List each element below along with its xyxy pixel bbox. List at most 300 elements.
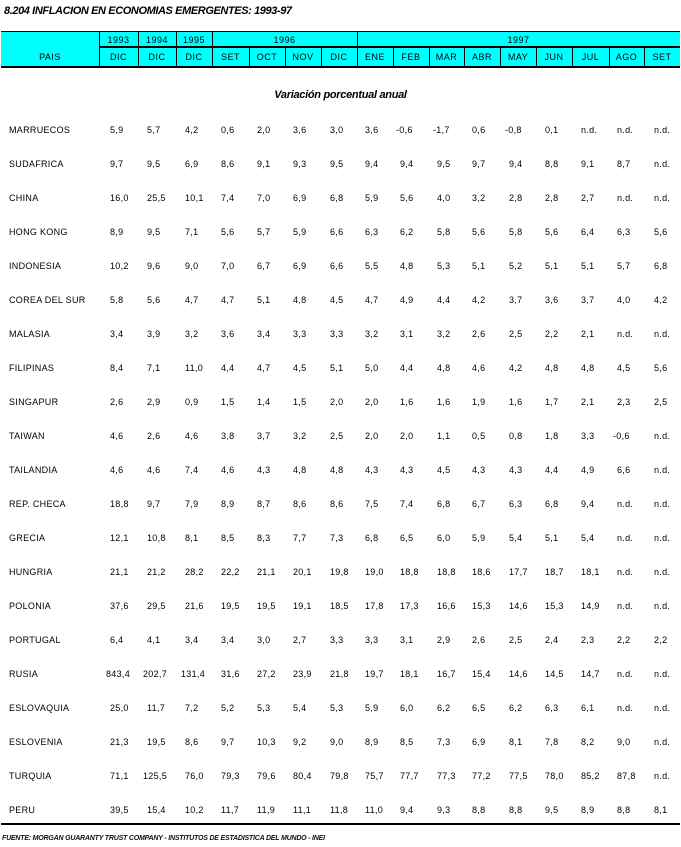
- table-cell: 11,8: [330, 805, 349, 815]
- table-cell: 18,1: [400, 669, 419, 679]
- table-cell: 3,3: [330, 329, 344, 339]
- table-cell: 19,5: [147, 737, 166, 747]
- table-cell: 4,4: [400, 363, 414, 373]
- table-cell: 1,6: [509, 397, 523, 407]
- table-row: [0, 499, 681, 513]
- table-cell: 2,2: [545, 329, 559, 339]
- table-cell: 18,6: [472, 567, 491, 577]
- table-cell: 77,7: [400, 771, 419, 781]
- table-cell: 7,4: [185, 465, 199, 475]
- table-cell: 2,0: [400, 431, 414, 441]
- table-cell: 1,5: [221, 397, 235, 407]
- table-cell: 4,8: [293, 465, 307, 475]
- table-cell: 11,7: [147, 703, 166, 713]
- header-divider: [249, 46, 250, 66]
- table-cell: 19,5: [257, 601, 276, 611]
- table-cell: 9,5: [147, 227, 161, 237]
- header-year: 1994: [145, 35, 169, 45]
- table-cell: 7,5: [365, 499, 379, 509]
- table-cell: 4,4: [221, 363, 235, 373]
- table-cell: 4,9: [400, 295, 414, 305]
- table-cell: 4,3: [257, 465, 271, 475]
- country-name: TAIWAN: [9, 431, 45, 441]
- table-cell: 1,1: [437, 431, 451, 441]
- table-cell: 6,4: [581, 227, 595, 237]
- table-row: [0, 261, 681, 275]
- header-month: JUL: [581, 52, 600, 62]
- table-cell: 11,0: [365, 805, 384, 815]
- table-cell: 6,9: [472, 737, 486, 747]
- table-cell: 6,6: [330, 261, 344, 271]
- table-cell: 4,5: [330, 295, 344, 305]
- table-cell: 9,4: [400, 805, 414, 815]
- table-cell: 10,1: [185, 193, 204, 203]
- table-cell: 16,6: [437, 601, 456, 611]
- table-cell: 37,6: [110, 601, 129, 611]
- country-name: HONG KONG: [9, 227, 68, 237]
- table-cell: 4,5: [617, 363, 631, 373]
- table-row: [0, 227, 681, 241]
- table-cell: 2,3: [581, 635, 595, 645]
- table-cell: 4,9: [581, 465, 595, 475]
- table-cell: n.d.: [617, 499, 634, 509]
- header-month: SET: [652, 52, 672, 62]
- header-separator: [99, 46, 680, 48]
- country-name: SUDAFRICA: [9, 159, 64, 169]
- table-cell: n.d.: [654, 567, 671, 577]
- table-row: [0, 431, 681, 445]
- table-cell: 9,0: [330, 737, 344, 747]
- table-cell: 8,7: [257, 499, 271, 509]
- table-cell: 7,2: [185, 703, 199, 713]
- country-name: HUNGRIA: [9, 567, 53, 577]
- table-cell: 25,0: [110, 703, 129, 713]
- header-divider: [572, 46, 573, 66]
- table-cell: 5,1: [545, 261, 559, 271]
- table-cell: 131,4: [181, 669, 206, 679]
- table-cell: 0,5: [472, 431, 486, 441]
- table-row: [0, 703, 681, 717]
- table-cell: 2,3: [617, 397, 631, 407]
- table-cell: 10,3: [257, 737, 276, 747]
- table-cell: 4,2: [654, 295, 668, 305]
- table-cell: n.d.: [654, 601, 671, 611]
- table-cell: n.d.: [581, 125, 598, 135]
- table-cell: 3,3: [581, 431, 595, 441]
- table-cell: 19,0: [365, 567, 384, 577]
- header-year: 1996: [273, 35, 296, 45]
- table-cell: 8,3: [257, 533, 271, 543]
- table-cell: 21,8: [330, 669, 349, 679]
- table-cell: 14,6: [509, 601, 528, 611]
- table-cell: 9,0: [185, 261, 199, 271]
- table-cell: 5,8: [509, 227, 523, 237]
- header-month: ENE: [364, 52, 385, 62]
- header-month: SET: [220, 52, 240, 62]
- table-row: [0, 567, 681, 581]
- table-cell: 3,2: [472, 193, 486, 203]
- table-cell: 3,2: [365, 329, 379, 339]
- table-cell: 5,2: [221, 703, 235, 713]
- table-cell: 0,9: [185, 397, 199, 407]
- table-cell: n.d.: [654, 669, 671, 679]
- table-cell: 17,3: [400, 601, 419, 611]
- table-cell: 2,0: [257, 125, 271, 135]
- table-cell: 7,7: [293, 533, 307, 543]
- country-name: MALASIA: [9, 329, 51, 339]
- table-cell: 2,6: [110, 397, 124, 407]
- table-cell: 7,4: [400, 499, 414, 509]
- table-cell: 19,7: [365, 669, 384, 679]
- table-cell: 0,6: [472, 125, 486, 135]
- table-cell: 21,6: [185, 601, 204, 611]
- table-cell: 75,7: [365, 771, 384, 781]
- table-row: [0, 669, 681, 683]
- table-cell: 8,5: [221, 533, 235, 543]
- header-divider: [321, 46, 322, 66]
- table-cell: 8,8: [545, 159, 559, 169]
- header-month: NOV: [292, 52, 314, 62]
- header-divider: [644, 46, 645, 66]
- table-cell: 11,7: [221, 805, 240, 815]
- country-name: REP. CHECA: [9, 499, 66, 509]
- table-cell: 3,4: [221, 635, 235, 645]
- table-cell: 6,9: [293, 261, 307, 271]
- table-cell: -1,7: [433, 125, 450, 135]
- table-cell: 6,9: [293, 193, 307, 203]
- table-cell: 8,6: [293, 499, 307, 509]
- table-cell: n.d.: [654, 431, 671, 441]
- table-cell: 2,6: [472, 329, 486, 339]
- table-row: [0, 125, 681, 139]
- table-cell: 4,3: [509, 465, 523, 475]
- table-cell: 8,1: [509, 737, 523, 747]
- table-cell: 0,1: [545, 125, 559, 135]
- table-cell: 21,1: [257, 567, 276, 577]
- table-cell: 1,8: [545, 431, 559, 441]
- table-cell: n.d.: [617, 533, 634, 543]
- table-cell: 0,6: [221, 125, 235, 135]
- table-cell: 7,1: [147, 363, 161, 373]
- table-cell: 1,6: [400, 397, 414, 407]
- table-row: [0, 363, 681, 377]
- table-cell: 4,3: [400, 465, 414, 475]
- header-divider: [609, 46, 610, 66]
- table-cell: n.d.: [654, 533, 671, 543]
- table-cell: n.d.: [654, 703, 671, 713]
- table-cell: n.d.: [617, 703, 634, 713]
- table-cell: 77,5: [509, 771, 528, 781]
- table-cell: 79,6: [257, 771, 276, 781]
- table-cell: n.d.: [654, 329, 671, 339]
- table-cell: 3,4: [110, 329, 124, 339]
- table-cell: 7,3: [437, 737, 451, 747]
- country-name: GRECIA: [9, 533, 46, 543]
- table-cell: 6,8: [545, 499, 559, 509]
- header-year: 1997: [507, 35, 530, 45]
- table-cell: 4,6: [110, 431, 124, 441]
- table-cell: n.d.: [617, 193, 634, 203]
- table-cell: 39,5: [110, 805, 129, 815]
- table-cell: 8,6: [330, 499, 344, 509]
- table-cell: 5,6: [221, 227, 235, 237]
- table-cell: 14,5: [545, 669, 564, 679]
- table-cell: 19,1: [293, 601, 312, 611]
- header-divider: [500, 46, 501, 66]
- header-month: DIC: [330, 52, 348, 62]
- table-cell: 4,0: [437, 193, 451, 203]
- table-cell: 4,7: [185, 295, 199, 305]
- table-cell: 1,9: [472, 397, 486, 407]
- table-cell: 1,7: [545, 397, 559, 407]
- table-cell: 2,2: [654, 635, 668, 645]
- table-cell: 2,0: [365, 397, 379, 407]
- table-cell: 2,1: [581, 397, 595, 407]
- table-cell: 2,8: [545, 193, 559, 203]
- table-cell: 14,9: [581, 601, 600, 611]
- header-month: JUN: [544, 52, 564, 62]
- table-cell: 5,7: [617, 261, 631, 271]
- table-cell: 6,5: [472, 703, 486, 713]
- country-name: RUSIA: [9, 669, 39, 679]
- table-cell: 17,8: [365, 601, 384, 611]
- table-cell: -0,6: [613, 431, 630, 441]
- table-cell: 16,0: [110, 193, 129, 203]
- table-cell: 6,0: [437, 533, 451, 543]
- table-cell: 6,3: [617, 227, 631, 237]
- table-cell: 10,2: [110, 261, 129, 271]
- header-divider: [357, 46, 358, 66]
- table-cell: 77,2: [472, 771, 491, 781]
- table-cell: 4,5: [437, 465, 451, 475]
- table-cell: 7,4: [221, 193, 235, 203]
- table-cell: 3,7: [581, 295, 595, 305]
- table-cell: 5,6: [545, 227, 559, 237]
- table-cell: 2,0: [330, 397, 344, 407]
- table-cell: 6,5: [400, 533, 414, 543]
- table-cell: 9,4: [509, 159, 523, 169]
- table-cell: n.d.: [654, 499, 671, 509]
- table-cell: 5,6: [472, 227, 486, 237]
- table-cell: 4,8: [437, 363, 451, 373]
- header-month: DIC: [148, 52, 166, 62]
- table-cell: 9,7: [221, 737, 235, 747]
- table-cell: 3,6: [221, 329, 235, 339]
- table-cell: 2,2: [617, 635, 631, 645]
- table-row: [0, 193, 681, 207]
- table-cell: 6,9: [185, 159, 199, 169]
- table-cell: 4,3: [472, 465, 486, 475]
- table-cell: 3,2: [293, 431, 307, 441]
- table-cell: 9,5: [437, 159, 451, 169]
- header-year: 1995: [182, 35, 206, 45]
- table-cell: 2,7: [293, 635, 307, 645]
- table-cell: 21,1: [110, 567, 129, 577]
- table-cell: n.d.: [617, 329, 634, 339]
- table-cell: 14,6: [509, 669, 528, 679]
- table-cell: 78,0: [545, 771, 564, 781]
- header-month: OCT: [256, 52, 278, 62]
- table-cell: 21,3: [110, 737, 129, 747]
- table-cell: 3,6: [365, 125, 379, 135]
- table-row: [0, 465, 681, 479]
- table-cell: 5,9: [110, 125, 124, 135]
- table-cell: 16,7: [437, 669, 456, 679]
- table-cell: 6,3: [545, 703, 559, 713]
- table-cell: 3,0: [330, 125, 344, 135]
- table-cell: 2,6: [472, 635, 486, 645]
- header-month: AGO: [615, 52, 638, 62]
- table-cell: 2,5: [330, 431, 344, 441]
- table-cell: 1,4: [257, 397, 271, 407]
- table-cell: 3,7: [257, 431, 271, 441]
- table-cell: 6,7: [257, 261, 271, 271]
- table-cell: 18,5: [330, 601, 349, 611]
- table-cell: 5,4: [509, 533, 523, 543]
- table-cell: 19,8: [330, 567, 349, 577]
- table-cell: 31,6: [221, 669, 240, 679]
- table-cell: 843,4: [106, 669, 131, 679]
- table-cell: 8,7: [617, 159, 631, 169]
- table-cell: 15,4: [472, 669, 491, 679]
- table-cell: 9,7: [147, 499, 161, 509]
- table-row: [0, 397, 681, 411]
- table-cell: 4,5: [293, 363, 307, 373]
- table-cell: 5,6: [147, 295, 161, 305]
- table-row: [0, 635, 681, 649]
- table-cell: 2,5: [509, 635, 523, 645]
- table-cell: n.d.: [654, 193, 671, 203]
- table-cell: 7,8: [545, 737, 559, 747]
- table-cell: 79,8: [330, 771, 349, 781]
- table-cell: n.d.: [654, 125, 671, 135]
- table-cell: 3,1: [400, 635, 414, 645]
- table-cell: 9,5: [545, 805, 559, 815]
- table-cell: 3,9: [147, 329, 161, 339]
- table-cell: 202,7: [143, 669, 168, 679]
- header-divider: [393, 46, 394, 66]
- header-country-label: PAIS: [39, 52, 61, 62]
- table-cell: n.d.: [617, 601, 634, 611]
- table-cell: -0,6: [396, 125, 413, 135]
- table-cell: 3,3: [293, 329, 307, 339]
- country-name: POLONIA: [9, 601, 52, 611]
- table-row: [0, 295, 681, 309]
- table-cell: 22,2: [221, 567, 240, 577]
- header-divider: [285, 46, 286, 66]
- table-cell: 27,2: [257, 669, 276, 679]
- country-name: MARRUECOS: [9, 125, 71, 135]
- table-cell: n.d.: [617, 567, 634, 577]
- table-cell: 9,7: [472, 159, 486, 169]
- table-cell: 8,9: [581, 805, 595, 815]
- table-cell: 9,3: [437, 805, 451, 815]
- country-name: FILIPINAS: [9, 363, 55, 373]
- table-cell: 4,8: [400, 261, 414, 271]
- table-cell: 4,6: [185, 431, 199, 441]
- table-cell: 5,4: [293, 703, 307, 713]
- table-cell: 18,8: [437, 567, 456, 577]
- table-cell: 18,8: [110, 499, 129, 509]
- table-cell: 15,3: [472, 601, 491, 611]
- table-cell: 15,3: [545, 601, 564, 611]
- table-cell: 9,0: [617, 737, 631, 747]
- table-cell: 5,1: [257, 295, 271, 305]
- table-cell: 5,4: [581, 533, 595, 543]
- table-cell: 8,8: [509, 805, 523, 815]
- table-cell: 125,5: [143, 771, 168, 781]
- table-cell: 6,8: [437, 499, 451, 509]
- table-cell: 5,9: [365, 193, 379, 203]
- table-cell: 6,6: [330, 227, 344, 237]
- table-cell: 4,8: [293, 295, 307, 305]
- table-row: [0, 737, 681, 751]
- table-cell: 4,0: [617, 295, 631, 305]
- table-cell: 2,5: [654, 397, 668, 407]
- table-subtitle: Variación porcentual anual: [274, 89, 407, 101]
- table-cell: 11,9: [257, 805, 276, 815]
- table-row: [0, 329, 681, 343]
- country-name: ESLOVAQUIA: [9, 703, 70, 713]
- table-cell: 3,4: [257, 329, 271, 339]
- table-cell: 2,0: [365, 431, 379, 441]
- table-cell: 18,1: [581, 567, 600, 577]
- table-cell: 9,4: [581, 499, 595, 509]
- country-name: INDONESIA: [9, 261, 62, 271]
- table-cell: 4,6: [147, 465, 161, 475]
- table-cell: 3,8: [221, 431, 235, 441]
- table-cell: 2,9: [437, 635, 451, 645]
- table-cell: 8,5: [400, 737, 414, 747]
- table-cell: 6,3: [365, 227, 379, 237]
- table-cell: 6,8: [365, 533, 379, 543]
- table-cell: n.d.: [654, 737, 671, 747]
- table-cell: 6,6: [617, 465, 631, 475]
- header-divider: [536, 46, 537, 66]
- table-cell: 7,1: [185, 227, 199, 237]
- table-cell: 18,7: [545, 567, 564, 577]
- table-cell: 23,9: [293, 669, 312, 679]
- table-cell: 9,3: [293, 159, 307, 169]
- header-month: DIC: [185, 52, 203, 62]
- table-cell: 5,3: [257, 703, 271, 713]
- table-cell: 71,1: [110, 771, 129, 781]
- table-cell: 11,1: [293, 805, 312, 815]
- table-cell: 7,3: [330, 533, 344, 543]
- table-cell: 3,2: [185, 329, 199, 339]
- table-cell: 5,2: [509, 261, 523, 271]
- table-cell: 5,0: [365, 363, 379, 373]
- table-cell: 9,1: [257, 159, 271, 169]
- table-cell: 8,6: [221, 159, 235, 169]
- table-cell: 4,8: [581, 363, 595, 373]
- table-cell: 85,2: [581, 771, 600, 781]
- header-divider: [212, 46, 213, 66]
- table-row: [0, 159, 681, 173]
- source-note: FUENTE: MORGAN GUARANTY TRUST COMPANY - INSTITUTOS DE ESTADISTICA DEL MUNDO - INEI: [2, 835, 325, 842]
- table-cell: 5,6: [400, 193, 414, 203]
- table-cell: 5,3: [330, 703, 344, 713]
- table-cell: 5,3: [437, 261, 451, 271]
- table-cell: 8,8: [472, 805, 486, 815]
- table-cell: 4,7: [365, 295, 379, 305]
- table-cell: 19,5: [221, 601, 240, 611]
- country-name: COREA DEL SUR: [9, 295, 86, 305]
- table-cell: 6,0: [400, 703, 414, 713]
- table-cell: 5,8: [110, 295, 124, 305]
- table-cell: 28,2: [185, 567, 204, 577]
- table-cell: 6,2: [437, 703, 451, 713]
